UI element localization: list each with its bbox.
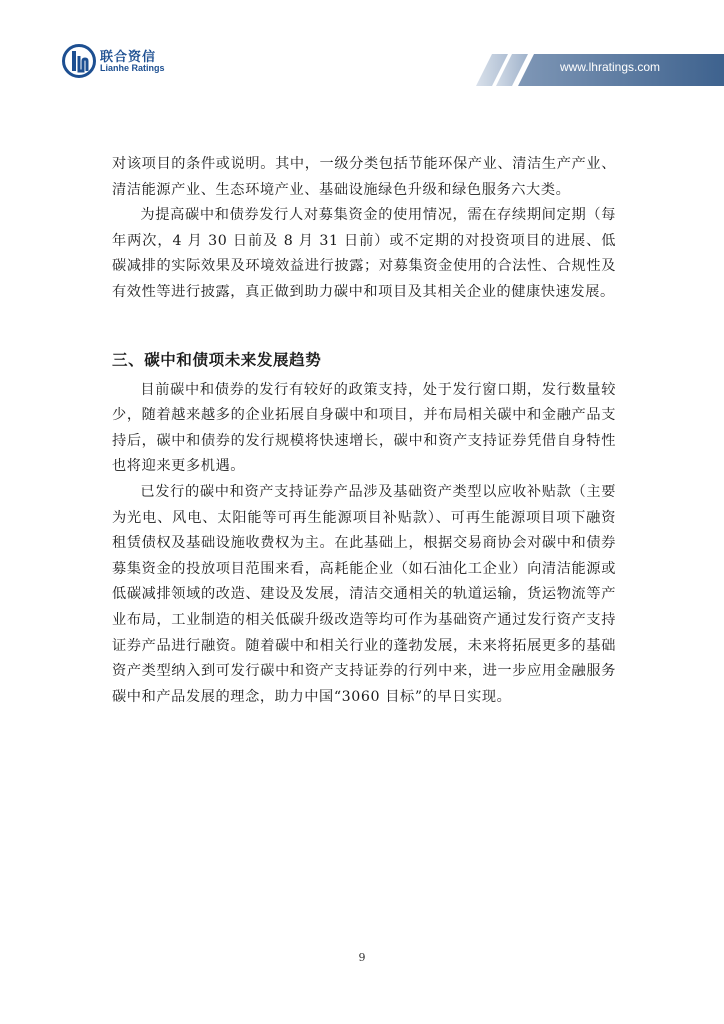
site-url: www.lhratings.com — [559, 60, 660, 74]
paragraph-3: 目前碳中和债券的发行有较好的政策支持，处于发行窗口期，发行数量较少，随着越来越多的企业拓展自身碳中和项目，并布局相关碳中和金融产品支持后，碳中和债券的发行规模将快速增长，碳中和资产支持证券凭借自身特性也将迎来更多机遇。 — [112, 381, 616, 475]
paragraph-2: 为提高碳中和债券发行人对募集资金的使用情况，需在存续期间定期（每年两次，4 月 30 日前及 8 月 31 日前）或不定期的对投资项目的进展、低碳减排的实际效果及环境效益进行披露；对募集资金使用的合法性、合规性及有效性等进行披露，真正做到助力碳中和项目及其相关企业的健康快速发展。 — [112, 207, 616, 300]
page-number: 9 — [358, 951, 366, 964]
document-body — [112, 152, 616, 710]
logo-text-cn: 联合资信 — [100, 50, 157, 65]
section-heading: 三、碳中和债项未来发展趋势 — [112, 350, 322, 369]
lianhe-logo-icon — [62, 44, 96, 78]
company-logo — [62, 44, 172, 80]
paragraph-1: 对该项目的条件或说明。其中，一级分类包括节能环保产业、清洁生产产业、清洁能源产业、生态环境产业、基础设施绿色升级和绿色服务六大类。 — [112, 156, 616, 198]
page-header — [0, 0, 724, 96]
paragraph-4: 已发行的碳中和资产支持证券产品涉及基础资产类型以应收补贴款（主要为光电、风电、太阳能等可再生能源项目补贴款）、可再生能源项目项下融资租赁债权及基础设施收费权为主。在此基础上，根据交易商协会对碳中和债券募集资金的投放项目范围来看，高耗能企业（如石油化工企业）向清洁能源或低碳减排领域的改造、建设及发展，清洁交通相关的轨道运输，货运物流等产业布局，工业制造的相关低碳升级改造等均可作为基础资产通过发行资产支持证券产品进行融资。随着碳中和相关行业的蓬勃发展，未来将拓展更多的基础资产类型纳入到可发行碳中和资产支持证券的行列中来，进一步应用金融服务碳中和产品发展的理念，助力中国“3060 目标”的早日实现。 — [112, 483, 616, 705]
logo-text-en: Lianhe Ratings — [100, 63, 165, 73]
section-spacer — [112, 306, 616, 348]
